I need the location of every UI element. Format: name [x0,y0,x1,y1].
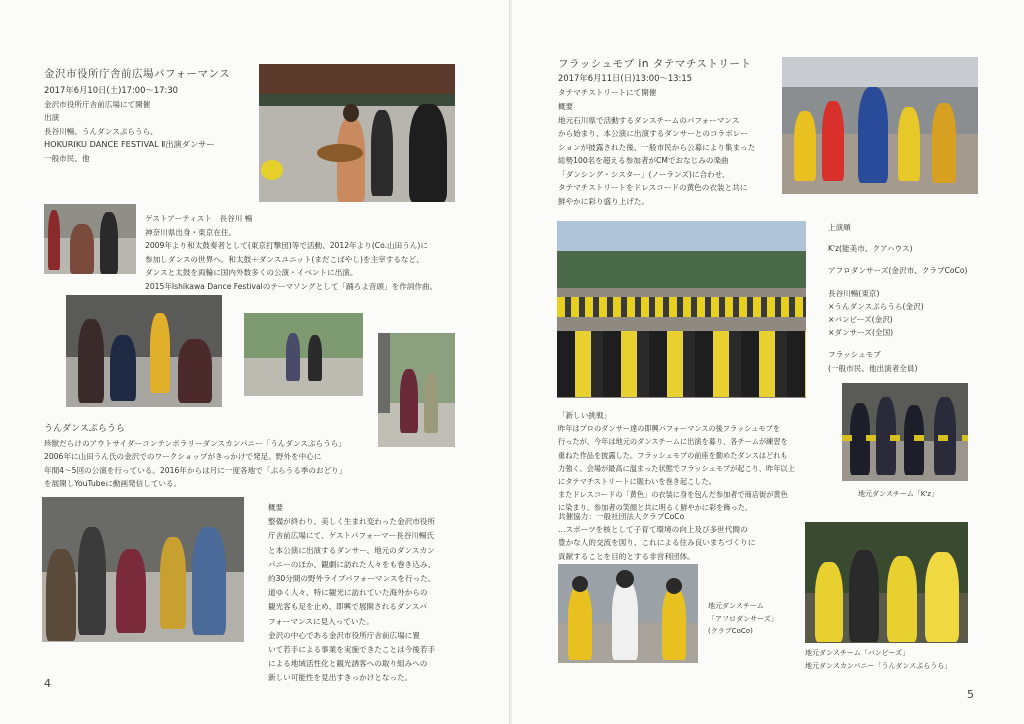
program-item: ×バンビーズ(金沢) [828,315,893,325]
challenge-line: 行ったが、今年は地元のダンスチームに出演を募り、各チームが練習を [558,437,788,447]
section-title: フラッシュモブ in タテマチストリート [558,58,752,70]
overview-block [558,100,755,208]
program-spacer [828,278,967,287]
overview-line: 整備が終わり、美しく生まれ変わった金沢市役所 [268,517,435,527]
cast-line: 長谷川暢、うんダンスぷらうら、 [44,126,158,136]
cooperation-heading: 共催協力：一般社団法人クラブCoCo [558,512,685,521]
overview-line: いて若手による事業を実施できたことは今後若手 [268,645,436,655]
caption-line: 地元ダンスチーム「バンビーズ」 [805,649,910,657]
program-spacer [828,255,967,264]
left-page [0,0,510,724]
photo-guitarist [259,64,455,202]
photo-dancers-group [66,295,222,407]
cooperation-line: …スポーツを核として子育て環境の向上及び多世代間の [558,525,748,535]
cast-line: 一般市民、他 [44,153,90,163]
program-heading: 上演順 [828,223,851,232]
overview-line: 金沢の中心である金沢市役所庁舎前広場に置 [268,630,420,640]
overview-heading: 概要 [268,503,284,512]
overview-line: 地元石川県で活動するダンスチームのパフォーマンス [558,115,740,125]
unndance-line: 年間4～5回の公演を行っている。2016年からは月に一度各地で「ぷらうる季のおどり」 [44,465,347,475]
guest-line: 神奈川県出身・東京在住。 [145,227,237,237]
caption-line: 地元ダンスカンパニー「うんダンスぷらうら」 [805,661,952,670]
page-number: 5 [967,688,974,701]
program-list [828,221,967,375]
cooperation-block [558,510,755,563]
unndance-line: を展開しYouTubeに動画発信している。 [44,479,182,488]
caption-line: 地元ダンスチーム [708,602,764,610]
event-date: 2017年6月11日(日)13:00～13:15 [558,73,692,83]
program-spacer [828,339,967,348]
section-title: 金沢市役所庁舎前広場パフォーマンス [44,68,231,80]
photo-street-dancers [378,333,455,447]
event-venue: タテマチストリートにて開催 [558,87,657,97]
overview-line: 観光客も足を止め、即興で展開されるダンスパ [268,602,428,612]
challenge-line: 重ねた作品を披露した。フラッシュモブの前座を勤めたダンスはどれも [558,450,788,460]
event-details [44,84,215,165]
guest-line: 2009年より和太鼓奏者として(東京打撃団)等で活動、2012年より(Co.山田うん)に [145,241,428,250]
overview-line: パニーのほか、観劇に訪れた人々をも巻き込み、 [268,559,436,569]
overview-line: 総勢100名を超える参加者がCMでおなじみの楽曲 [558,156,729,165]
caption-kz: 地元ダンスチーム「K'z」 [858,490,938,498]
overview-line: による地域活性化と観光誘客への取り組みへの [268,659,428,669]
event-venue: 金沢市役所庁舎前広場にて開催 [44,99,151,109]
overview-heading: 概要 [558,102,574,111]
overview-line: 庁舎前広場にて、ゲストパフォーマー長谷川暢氏 [268,531,435,541]
overview-line: 道ゆく人々、特に観光に訪れていた海外からの [268,588,428,598]
photo-afro-dancers [558,564,698,663]
photo-bambis [805,522,968,643]
photo-yellow-crowd [557,221,806,398]
caption-bambis [805,647,951,672]
overview-line: 「ダンシング・シスター」(ノーランズ)に合わせ、 [558,169,730,179]
event-details [558,72,692,99]
program-item: (一般市民、他出演者全員) [828,363,918,373]
overview-line: フォーマンスに見入っていた。 [268,616,374,626]
guest-line: 参加しダンスの世界へ。和太鼓＋ダンスユニット(まだこぱやし)を主宰するなど、 [145,254,424,264]
photo-square-dance [244,313,363,396]
program-item: ×ダンサーズ(全国) [828,328,894,338]
overview-line: 約30分間の野外ライブパフォーマンスを行った。 [268,574,436,584]
cast-line: HOKURIKU DANCE FESTIVAL Ⅱ出演ダンサー [44,139,215,149]
challenge-heading: 「新しい挑戦」 [558,411,612,420]
overview-line: ションが披露された後、一般市民から公募により集まった [558,142,756,152]
challenge-block [558,409,795,515]
guest-line: ダンスと太鼓を両輪に国内外数多くの公演・イベントに出演。 [145,268,358,277]
photo-flashmob-street [782,57,978,194]
challenge-line: にタテマチストリートに賑わいを巻き起こした。 [558,477,716,487]
guest-line: 2015年Ishikawa Dance Festivalのテーマソングとして「踊ろよ音頭」を作詞作曲。 [145,281,438,291]
photo-outdoor-performance [42,497,244,642]
challenge-line: 力強く、会場が最高に温まった状態でフラッシュモブが起こり、昨年以上 [558,463,795,473]
overview-line: 新しい可能性を見出すきっかけとなった。 [268,673,413,683]
caption-line: (クラブCoCo) [708,627,753,635]
cooperation-line: 豊かな人的交流を図り、これによる住み良いまちづくりに [558,538,756,548]
overview-block [268,501,436,686]
challenge-line: に染まり、参加者の笑顔と共に明るく鮮やかに彩を飾った。 [558,503,753,513]
photo-guest-dancer [44,204,136,274]
unndance-block [44,423,346,491]
unndance-heading: うんダンスぷらうら [44,424,125,434]
unndance-line: 2006年に山田うん氏の金沢でのワークショップがきっかけで発足。野外を中心に [44,452,322,461]
caption-afro [708,600,778,638]
overview-line: タテマチストリートをドレスコードの黄色の衣装と共に [558,183,748,192]
program-item: K'z(能美市、クアハウス) [828,244,913,254]
program-item: アフロダンサーズ(金沢市、クラブCoCo) [828,266,968,276]
page-number: 4 [44,677,51,690]
cast-heading: 出演 [44,113,60,122]
guest-artist-block [145,212,437,293]
unndance-line: 珍獣だらけのアウトサイダーコンテンポラリーダンスカンパニー「うんダンスぷらうら」 [44,438,346,448]
cooperation-line: 貢献することを目的とする非営利団体。 [558,551,695,561]
caption-line: 「アフロダンサーズ」 [708,614,778,623]
overview-line: から始まり、本公演に出演するダンサーとのコラボレー [558,129,748,138]
overview-line: 鮮やかに彩り盛り上げた。 [558,196,650,206]
challenge-line: 昨年はプロのダンサー達の即興パフォーマンスの後フラッシュモブを [558,424,781,434]
guest-heading: ゲストアーティスト 長谷川 暢 [145,214,253,223]
right-page [512,0,1024,724]
photo-kz-team [842,383,968,481]
event-date: 2017年6月10日(土)17:00～17:30 [44,85,178,95]
program-item: ×うんダンスぷらうら(金沢) [828,301,924,311]
overview-line: と本公演に出演するダンサー、地元のダンスカン [268,545,435,555]
program-item: 長谷川暢(東京) [828,288,880,298]
challenge-line: またドレスコードの「黄色」の衣装に身を包んだ参加者で商店街が黄色 [558,490,788,500]
program-item: フラッシュモブ [828,350,881,360]
